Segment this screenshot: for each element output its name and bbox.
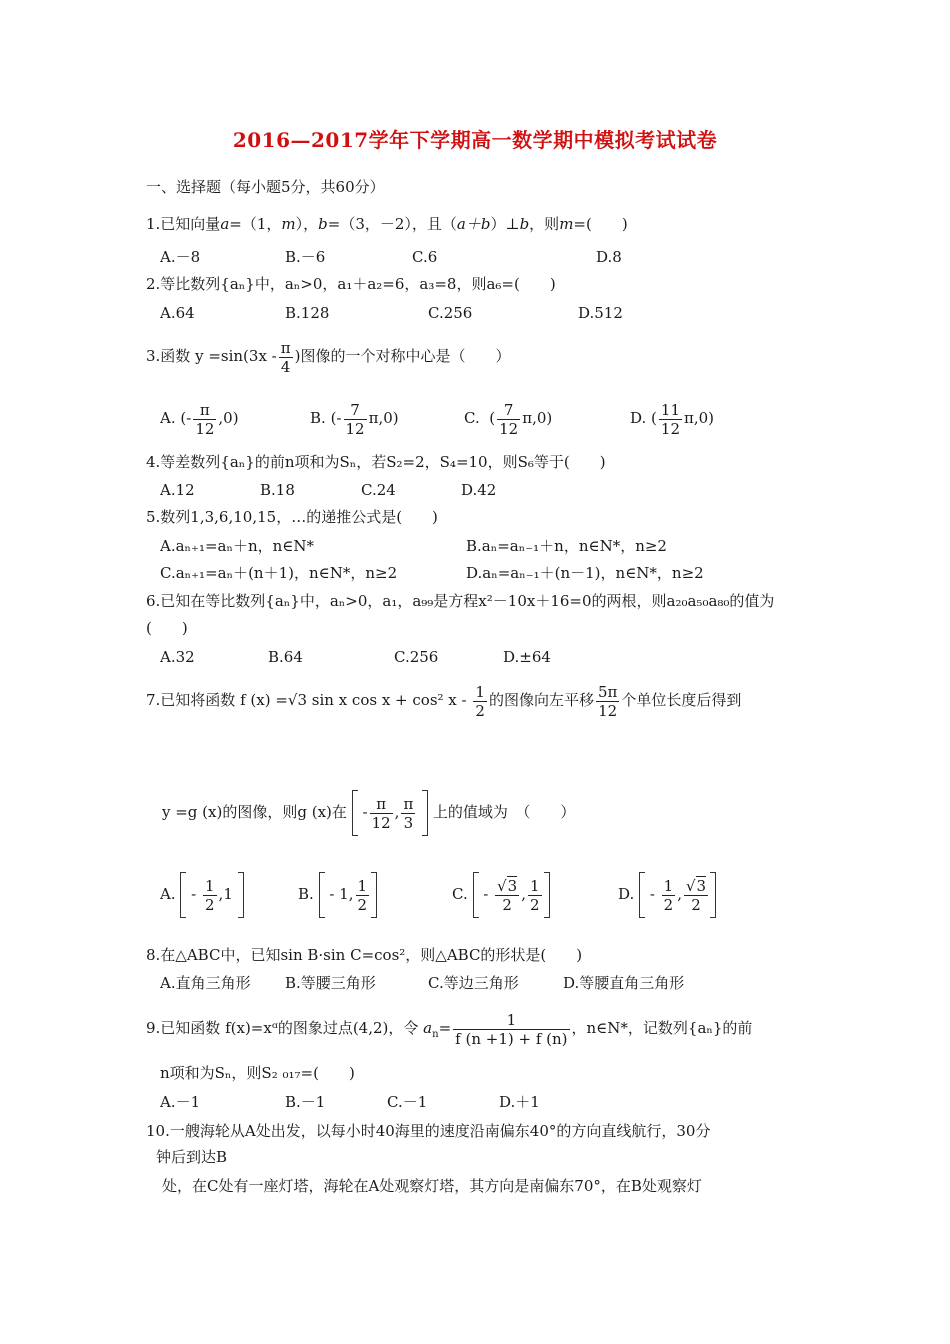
q2-option-a: A.64 xyxy=(160,304,195,322)
q1-option-c: C.6 xyxy=(412,248,438,266)
question-10-line2: 钟后到达B xyxy=(156,1148,228,1166)
q9-option-b: B.－1 xyxy=(285,1093,326,1111)
q9-option-c: C.－1 xyxy=(387,1093,428,1111)
q2-option-c: C.256 xyxy=(428,304,473,322)
q3-option-c: C. ( $\frac{7}{12}$ π,0) xyxy=(464,400,553,438)
q6-option-d: D.±64 xyxy=(503,648,551,666)
q8-option-c: C.等边三角形 xyxy=(428,974,519,992)
question-6-stem: 6.已知在等比数列{aₙ}中，aₙ>0，a₁，a₉₉是方程x²－10x＋16=0的两根，则a₂₀a₅₀a₈₀的值为 xyxy=(146,592,775,610)
question-6-stem-cont: ( ) xyxy=(146,619,188,637)
page-title: 2016—2017学年下学期高一数学期中模拟考试试卷 xyxy=(232,128,718,152)
question-3-stem: 3.函数 y =sin(3x - $\frac{\pi}{4}$ )图像的一个对称中心是（ ） xyxy=(146,338,511,376)
q3-option-a: A. (- $\frac{\pi}{12}$ ,0) xyxy=(160,400,239,438)
q4-option-c: C.24 xyxy=(361,481,396,499)
q7-option-c: C. - $\frac{√3}{2}$ , $\frac{1}{2}$ xyxy=(452,872,550,918)
q1-option-b: B.－6 xyxy=(285,248,326,266)
question-4-stem: 4.等差数列{aₙ}的前n项和为Sₙ，若S₂=2，S₄=10，则S₆等于( ) xyxy=(146,453,606,471)
q4-option-b: B.18 xyxy=(260,481,295,499)
q5-option-c: C.aₙ₊₁=aₙ＋(n＋1)，n∈N*，n≥2 xyxy=(160,564,398,582)
q8-option-a: A.直角三角形 xyxy=(160,974,251,992)
question-8-stem: 8.在△ABC中，已知sin B·sin C=cos²，则△ABC的形状是( ) xyxy=(146,946,583,964)
q5-option-b: B.aₙ=aₙ₋₁＋n，n∈N*，n≥2 xyxy=(466,537,667,555)
interval-right-bracket xyxy=(422,790,428,836)
q3-option-d: D. ( $\frac{11}{12}$ π,0) xyxy=(630,400,715,438)
q8-option-b: B.等腰三角形 xyxy=(285,974,376,992)
q8-option-d: D.等腰直角三角形 xyxy=(563,974,685,992)
question-7-line2: y =g (x)的图像，则g (x)在 - $\frac{\pi}{12}$ , $\frac{\pi}{3}$ 上的值域为 （ ） xyxy=(162,790,575,836)
q2-option-b: B.128 xyxy=(285,304,330,322)
q7-option-b: B. - 1, $\frac{1}{2}$ xyxy=(298,872,377,918)
q9-option-a: A.－1 xyxy=(160,1093,201,1111)
q6-option-c: C.256 xyxy=(394,648,439,666)
q1-option-d: D.8 xyxy=(596,248,622,266)
question-9-stem: 9.已知函数 f(x)=xᵅ的图象过点(4,2)，令 $a_n=$ $\frac{1}{f (n +1) + f (n)}$ ，n∈N*，记数列{aₙ}的前 xyxy=(146,1010,753,1048)
question-2-stem: 2.等比数列{aₙ}中，aₙ>0，a₁＋a₂=6，a₃=8，则a₆=( ) xyxy=(146,275,556,293)
q5-option-d: D.aₙ=aₙ₋₁＋(n－1)，n∈N*，n≥2 xyxy=(466,564,704,582)
q9-option-d: D.＋1 xyxy=(499,1093,540,1111)
q3-option-b: B. (- $\frac{7}{12}$ π,0) xyxy=(310,400,399,438)
section-heading: 一、选择题（每小题5分，共60分） xyxy=(146,178,385,196)
q7-option-a: A. - $\frac{1}{2}$ ,1 xyxy=(160,872,244,918)
question-10-line1: 10.一艘海轮从A处出发，以每小时40海里的速度沿南偏东40°的方向直线航行，30分 xyxy=(146,1122,711,1140)
q7-option-d: D. - $\frac{1}{2}$ , $\frac{√3}{2}$ xyxy=(618,872,716,918)
question-5-stem: 5.数列1,3,6,10,15，…的递推公式是( ) xyxy=(146,508,438,526)
question-10-line3: 处，在C处有一座灯塔，海轮在A处观察灯塔，其方向是南偏东70°，在B处观察灯 xyxy=(162,1177,702,1195)
question-9-line2: n项和为Sₙ，则S₂ ₀₁₇=( ) xyxy=(160,1064,355,1082)
q1-option-a: A.－8 xyxy=(160,248,201,266)
question-7-stem: 7.已知将函数 f (x) =√3 sin x cos x + cos² x - $\frac{1}{2}$ 的图像向左平移 $\frac{5\pi}{12}$ 个单位长度后得到 xyxy=(146,682,742,720)
q4-option-a: A.12 xyxy=(160,481,195,499)
q6-option-a: A.32 xyxy=(160,648,195,666)
q2-option-d: D.512 xyxy=(578,304,623,322)
interval-left-bracket xyxy=(352,790,358,836)
question-1-stem: 1.已知向量a=（1，m），b=（3，－2），且（a＋b）⊥b，则m=( ) xyxy=(146,215,628,233)
q5-option-a: A.aₙ₊₁=aₙ＋n，n∈N* xyxy=(160,537,315,555)
q6-option-b: B.64 xyxy=(268,648,303,666)
q4-option-d: D.42 xyxy=(461,481,497,499)
